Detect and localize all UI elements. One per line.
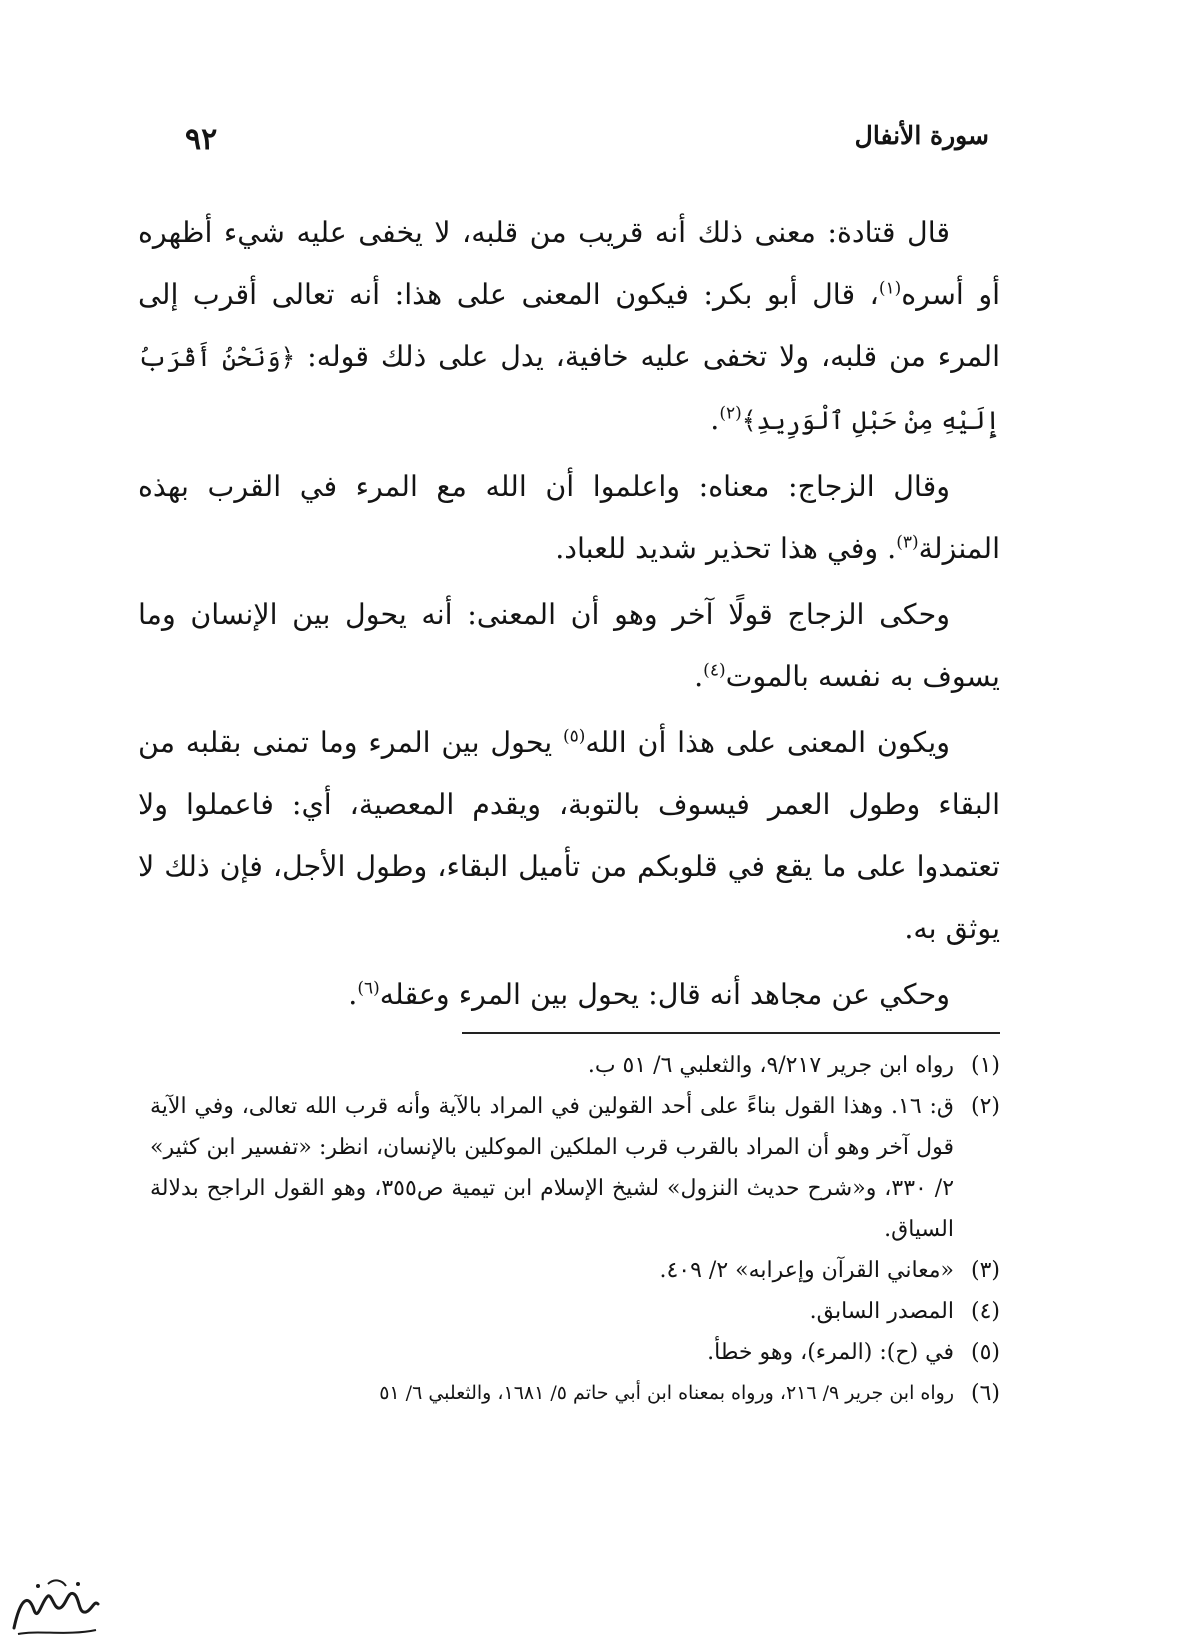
footnote-ref-3: (٣) <box>896 532 919 553</box>
seal-stroke-main <box>14 1593 98 1628</box>
paragraph-3-text: وحكى الزجاج قولًا آخر وهو أن المعنى: أنه يحول بين الإنسان وما يسوف به نفسه بالموت <box>138 598 1000 693</box>
footnote-1 <box>150 1045 1000 1086</box>
footnote-2 <box>150 1086 1000 1250</box>
footnote-text: رواه ابن جرير ٩/ ٢١٦، ورواه بمعناه ابن أبي حاتم ٥/ ١٦٨١، والثعلبي ٦/ ٥١ <box>379 1382 954 1404</box>
page-header <box>185 116 995 166</box>
footnote-number: (٥) <box>970 1340 1000 1365</box>
main-text <box>138 202 1000 1030</box>
footnote-text: ق: ١٦. وهذا القول بناءً على أحد القولين في المراد بالآية وأنه قرب الله تعالى، وفي الآية قول آخر وهو أن المراد بالقرب قرب الملكين الموكلين بالإنسان، انظر: «تفسير ابن كثير» ٢/ ٣٣٠، و«شرح حديث النزول» لشيخ الإسلام ابن تيمية ص٣٥٥، وهو القول الراجح بدلالة السياق. <box>150 1094 955 1242</box>
footnote-text: المصدر السابق. <box>809 1299 954 1324</box>
paragraph-1-end: . <box>710 403 720 436</box>
seal-dot <box>36 1584 40 1588</box>
paragraph-4-start: ويكون المعنى على هذا أن الله <box>585 726 950 759</box>
paragraph-2-text: وقال الزجاج: معناه: واعلموا أن الله مع المرء في القرب بهذه المنزلة <box>138 470 1000 565</box>
footnote-ref-2: (٢) <box>719 403 742 424</box>
seal-stroke-base <box>18 1630 96 1634</box>
paragraph-1 <box>138 202 1000 452</box>
paragraph-5-text: وحكي عن مجاهد أنه قال: يحول بين المرء وعقله <box>379 978 950 1011</box>
paragraph-3 <box>138 584 1000 708</box>
footnote-4 <box>150 1291 1000 1332</box>
paragraph-2-end: . وفي هذا تحذير شديد للعباد. <box>555 532 897 565</box>
running-title: سورة الأنفال <box>854 121 989 150</box>
paragraph-1-text-b: ، قال أبو بكر: فيكون المعنى على هذا: أنه تعالى أقرب إلى المرء من قلبه، ولا تخفى عليه خافية، يدل على ذلك قوله: <box>138 278 1000 373</box>
paragraph-2 <box>138 456 1000 580</box>
paragraph-3-end: . <box>694 660 704 693</box>
paragraph-4 <box>138 712 1000 960</box>
footnote-text: «معاني القرآن وإعرابه» ٢/ ٤٠٩. <box>659 1258 954 1283</box>
paragraph-1-text-a: قال قتادة: معنى ذلك أنه قريب من قلبه، لا يخفى عليه شيء أظهره أو أسره <box>138 216 1000 311</box>
footnote-ref-6: (٦) <box>357 978 380 999</box>
footnote-ref-4: (٤) <box>703 660 726 681</box>
page-number: ٩٢ <box>185 122 218 157</box>
footnote-number: (٦) <box>970 1381 1000 1406</box>
footnote-number: (١) <box>970 1053 1000 1078</box>
paragraph-4-text: يحول بين المرء وما تمنى بقلبه من البقاء وطول العمر فيسوف بالتوبة، ويقدم المعصية، أي: فاعملوا ولا تعتمدوا على ما يقع في قلوبكم من تأميل البقاء، وطول الأجل، فإن ذلك لا يوثق به. <box>138 726 1000 945</box>
seal-dot <box>76 1582 80 1586</box>
footnote-3 <box>150 1250 1000 1291</box>
seal-stroke-top <box>48 1580 66 1586</box>
footnote-divider <box>462 1032 1000 1034</box>
footnote-5 <box>150 1332 1000 1373</box>
footnote-number: (٤) <box>970 1299 1000 1324</box>
quran-verse: ﴿وَنَحْنُ أَقْرَبُ إِلَيْهِ مِنْ حَبْلِ ٱلْوَرِيدِ﴾ <box>138 343 1000 435</box>
paragraph-5-end: . <box>348 978 358 1011</box>
footnote-ref-5: (٥) <box>562 726 586 747</box>
footnote-number: (٣) <box>970 1258 1000 1283</box>
footnote-text: في (ح): (المرء)، وهو خطأ. <box>707 1340 954 1365</box>
paragraph-5 <box>138 964 1000 1026</box>
footnote-number: (٢) <box>970 1094 1000 1119</box>
footnote-6 <box>150 1373 1000 1414</box>
calligraphy-seal-logo <box>8 1570 103 1645</box>
footnote-ref-1: (١) <box>878 278 902 299</box>
footnotes <box>150 1045 1000 1414</box>
footnote-text: رواه ابن جرير ٩/٢١٧، والثعلبي ٦/ ٥١ ب. <box>587 1053 954 1078</box>
